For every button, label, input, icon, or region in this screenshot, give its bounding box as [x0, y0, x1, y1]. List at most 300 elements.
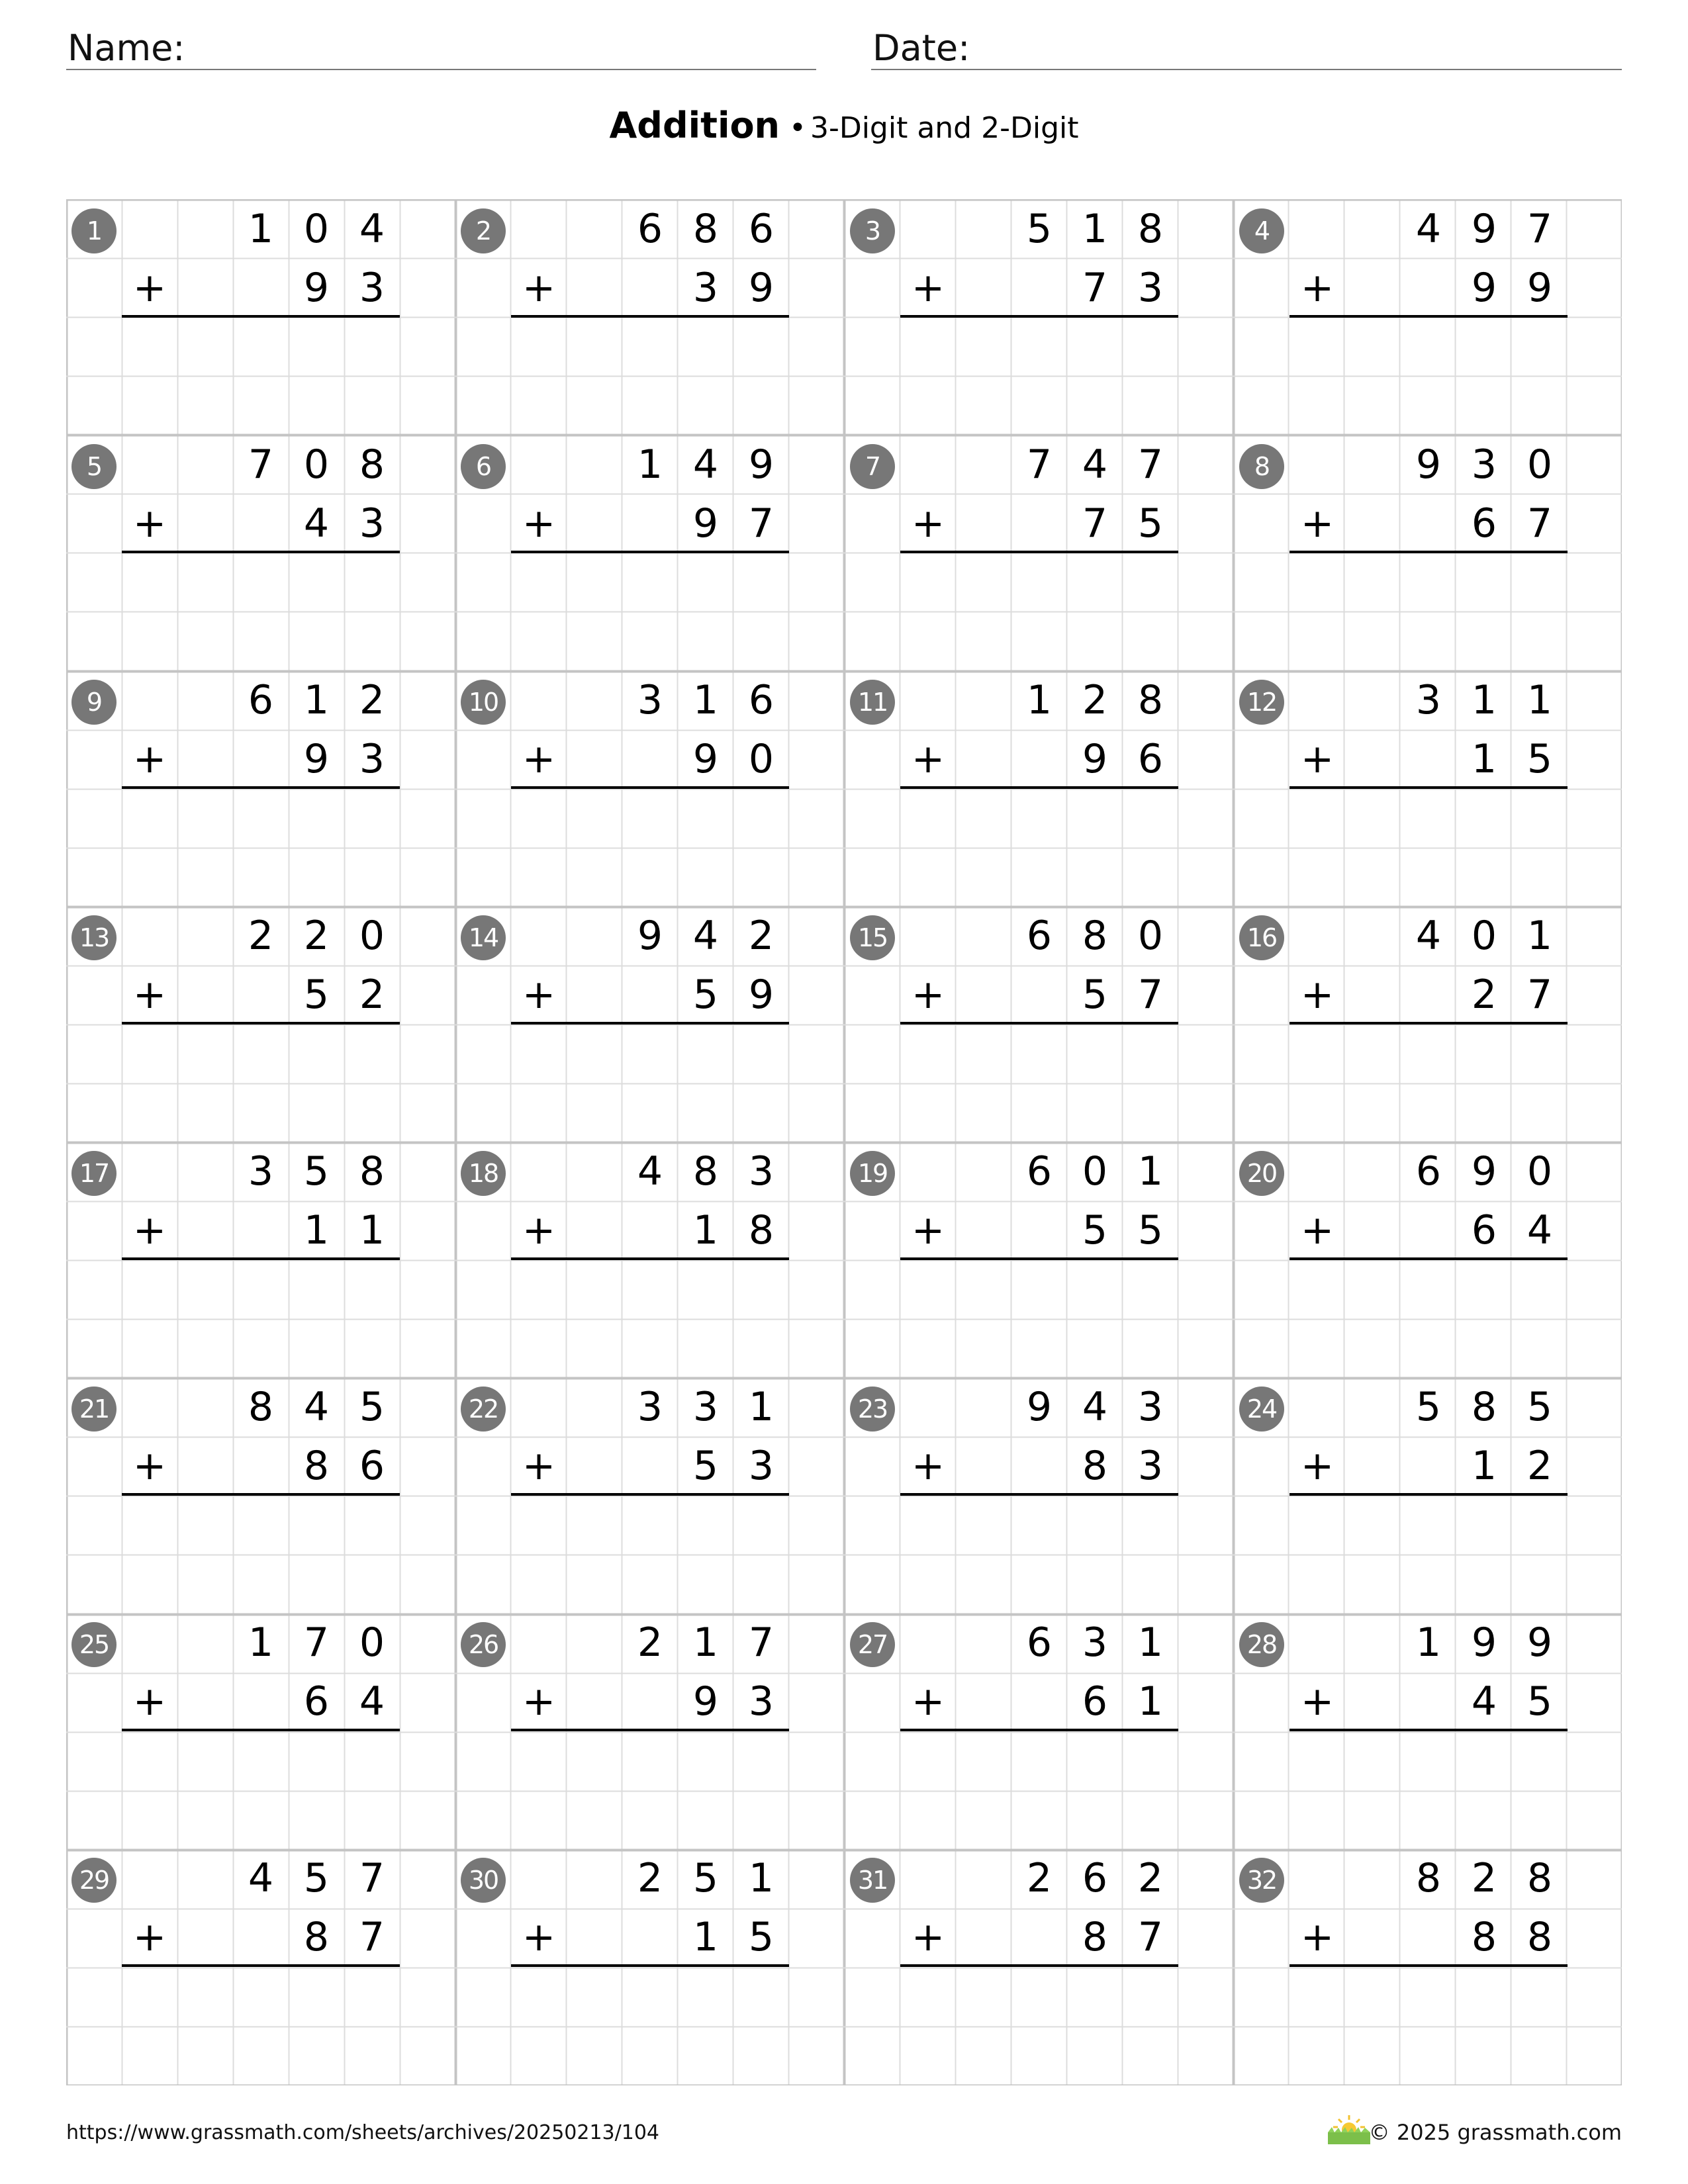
answer-line — [511, 1493, 789, 1496]
top-digit: 2 — [1471, 1854, 1497, 1901]
top-digit: 1 — [637, 441, 663, 488]
problem-number-badge: 32 — [1239, 1858, 1284, 1903]
top-digit: 6 — [1026, 1148, 1053, 1195]
bottom-digit: 5 — [1137, 500, 1164, 547]
bottom-digit: 1 — [359, 1206, 385, 1253]
top-digit: 3 — [637, 1383, 663, 1430]
top-digit: 5 — [1526, 1383, 1553, 1430]
answer-line — [900, 1257, 1178, 1260]
problem-22 — [455, 1377, 845, 1613]
bottom-digit: 9 — [303, 735, 330, 782]
plus-sign: + — [132, 264, 167, 311]
problem-11 — [845, 670, 1234, 906]
answer-line — [511, 1257, 789, 1260]
top-digit: 3 — [692, 1383, 719, 1430]
top-digit: 1 — [1471, 676, 1497, 723]
top-digit: 7 — [303, 1619, 330, 1666]
footer-copyright: © 2025 grassmath.com — [1368, 2120, 1622, 2145]
plus-sign: + — [1300, 1913, 1335, 1960]
bottom-digit: 4 — [359, 1678, 385, 1725]
top-digit: 6 — [248, 676, 274, 723]
top-digit: 0 — [1082, 1148, 1108, 1195]
top-digit: 5 — [1026, 205, 1053, 252]
bottom-digit: 6 — [1137, 735, 1164, 782]
bottom-digit: 7 — [1082, 264, 1108, 311]
problem-6 — [455, 435, 845, 670]
bottom-digit: 3 — [692, 264, 719, 311]
bottom-digit: 2 — [1471, 971, 1497, 1018]
answer-line — [900, 551, 1178, 553]
answer-line — [122, 1964, 400, 1967]
answer-line — [1289, 786, 1568, 789]
top-digit: 5 — [1415, 1383, 1442, 1430]
top-digit: 0 — [1526, 441, 1553, 488]
bottom-digit: 7 — [1082, 500, 1108, 547]
bottom-digit: 2 — [1526, 1442, 1553, 1489]
top-digit: 2 — [637, 1619, 663, 1666]
bottom-digit: 1 — [692, 1206, 719, 1253]
top-digit: 8 — [1415, 1854, 1442, 1901]
plus-sign: + — [1300, 1678, 1335, 1725]
bottom-digit: 7 — [359, 1913, 385, 1960]
worksheet-title — [0, 105, 1688, 146]
problem-number-badge: 15 — [850, 915, 895, 960]
top-digit: 4 — [248, 1854, 274, 1901]
top-digit: 6 — [1415, 1148, 1442, 1195]
top-digit: 3 — [1471, 441, 1497, 488]
bottom-digit: 6 — [1082, 1678, 1108, 1725]
bottom-digit: 6 — [303, 1678, 330, 1725]
bottom-digit: 7 — [1526, 971, 1553, 1018]
name-label: Name: — [68, 27, 185, 69]
answer-line — [122, 1022, 400, 1024]
answer-line — [122, 1729, 400, 1731]
answer-line — [1289, 1257, 1568, 1260]
top-digit: 9 — [1026, 1383, 1053, 1430]
top-digit: 2 — [637, 1854, 663, 1901]
bottom-digit: 6 — [1471, 500, 1497, 547]
problem-29 — [66, 1848, 455, 2084]
problem-number-badge: 4 — [1239, 208, 1284, 253]
problem-number-badge: 19 — [850, 1151, 895, 1196]
top-digit: 1 — [248, 1619, 274, 1666]
answer-line — [1289, 1022, 1568, 1024]
bottom-digit: 5 — [1526, 735, 1553, 782]
problem-number-badge: 12 — [1239, 680, 1284, 725]
problem-28 — [1234, 1613, 1623, 1848]
top-digit: 3 — [1082, 1619, 1108, 1666]
problem-number-badge: 22 — [461, 1387, 506, 1432]
plus-sign: + — [132, 1206, 167, 1253]
top-digit: 7 — [748, 1619, 774, 1666]
top-digit: 1 — [1415, 1619, 1442, 1666]
bottom-digit: 7 — [1526, 500, 1553, 547]
problem-3 — [845, 199, 1234, 435]
top-digit: 0 — [359, 1619, 385, 1666]
plus-sign: + — [522, 735, 556, 782]
top-digit: 8 — [692, 1148, 719, 1195]
bottom-digit: 8 — [1082, 1913, 1108, 1960]
bottom-digit: 1 — [303, 1206, 330, 1253]
bottom-digit: 9 — [692, 500, 719, 547]
plus-sign: + — [132, 735, 167, 782]
problem-13 — [66, 906, 455, 1142]
problem-number-badge: 14 — [461, 915, 506, 960]
problem-number-badge: 23 — [850, 1387, 895, 1432]
plus-sign: + — [911, 1913, 945, 1960]
bottom-digit: 5 — [1526, 1678, 1553, 1725]
top-digit: 4 — [1415, 205, 1442, 252]
problem-23 — [845, 1377, 1234, 1613]
top-digit: 7 — [359, 1854, 385, 1901]
top-digit: 2 — [359, 676, 385, 723]
top-digit: 2 — [248, 912, 274, 959]
problem-number-badge: 20 — [1239, 1151, 1284, 1196]
top-digit: 2 — [1026, 1854, 1053, 1901]
answer-line — [900, 1964, 1178, 1967]
bottom-digit: 9 — [748, 264, 774, 311]
answer-line — [122, 1493, 400, 1496]
problem-31 — [845, 1848, 1234, 2084]
problem-number-badge: 27 — [850, 1622, 895, 1667]
top-digit: 3 — [1137, 1383, 1164, 1430]
top-digit: 6 — [1082, 1854, 1108, 1901]
problem-number-badge: 21 — [71, 1387, 117, 1432]
bottom-digit: 9 — [1471, 264, 1497, 311]
top-digit: 0 — [1137, 912, 1164, 959]
top-digit: 9 — [637, 912, 663, 959]
problem-number-badge: 10 — [461, 680, 506, 725]
problem-12 — [1234, 670, 1623, 906]
title-main: Addition — [609, 105, 780, 146]
answer-line — [511, 551, 789, 553]
top-digit: 8 — [1526, 1854, 1553, 1901]
top-digit: 4 — [1415, 912, 1442, 959]
top-digit: 6 — [748, 205, 774, 252]
bottom-digit: 4 — [1471, 1678, 1497, 1725]
problem-number-badge: 17 — [71, 1151, 117, 1196]
bottom-digit: 1 — [1471, 1442, 1497, 1489]
top-digit: 9 — [1471, 1619, 1497, 1666]
bottom-digit: 4 — [303, 500, 330, 547]
problem-number-badge: 9 — [71, 680, 117, 725]
bottom-digit: 9 — [303, 264, 330, 311]
title-subtitle: 3-Digit and 2-Digit — [810, 111, 1079, 145]
bottom-digit: 5 — [748, 1913, 774, 1960]
bottom-digit: 5 — [1082, 971, 1108, 1018]
title-separator: • — [789, 111, 806, 145]
name-field[interactable] — [66, 25, 816, 70]
top-digit: 1 — [692, 676, 719, 723]
problem-number-badge: 11 — [850, 680, 895, 725]
date-field[interactable] — [871, 25, 1622, 70]
problem-number-badge: 13 — [71, 915, 117, 960]
bottom-digit: 9 — [692, 1678, 719, 1725]
problem-number-badge: 8 — [1239, 444, 1284, 489]
answer-line — [122, 551, 400, 553]
problem-2 — [455, 199, 845, 435]
top-digit: 7 — [248, 441, 274, 488]
answer-line — [1289, 1729, 1568, 1731]
bottom-digit: 9 — [1526, 264, 1553, 311]
problem-10 — [455, 670, 845, 906]
problem-4 — [1234, 199, 1623, 435]
top-digit: 1 — [248, 205, 274, 252]
top-digit: 8 — [692, 205, 719, 252]
top-digit: 5 — [303, 1148, 330, 1195]
top-digit: 8 — [359, 1148, 385, 1195]
top-digit: 1 — [748, 1854, 774, 1901]
answer-line — [511, 786, 789, 789]
plus-sign: + — [1300, 971, 1335, 1018]
top-digit: 0 — [1471, 912, 1497, 959]
date-label: Date: — [872, 27, 970, 69]
bottom-digit: 6 — [359, 1442, 385, 1489]
problem-1 — [66, 199, 455, 435]
problem-number-badge: 2 — [461, 208, 506, 253]
answer-line — [122, 1257, 400, 1260]
top-digit: 4 — [1082, 441, 1108, 488]
bottom-digit: 3 — [748, 1442, 774, 1489]
plus-sign: + — [911, 971, 945, 1018]
top-digit: 1 — [1137, 1619, 1164, 1666]
bottom-digit: 1 — [1137, 1678, 1164, 1725]
problem-number-badge: 24 — [1239, 1387, 1284, 1432]
bottom-digit: 5 — [303, 971, 330, 1018]
top-digit: 9 — [748, 441, 774, 488]
top-digit: 4 — [692, 912, 719, 959]
top-digit: 2 — [748, 912, 774, 959]
top-digit: 8 — [359, 441, 385, 488]
problem-32 — [1234, 1848, 1623, 2084]
bottom-digit: 3 — [359, 735, 385, 782]
top-digit: 2 — [1137, 1854, 1164, 1901]
plus-sign: + — [1300, 1442, 1335, 1489]
problem-number-badge: 16 — [1239, 915, 1284, 960]
top-digit: 6 — [1026, 912, 1053, 959]
top-digit: 7 — [1526, 205, 1553, 252]
problem-8 — [1234, 435, 1623, 670]
top-digit: 6 — [1026, 1619, 1053, 1666]
problem-24 — [1234, 1377, 1623, 1613]
bottom-digit: 8 — [303, 1913, 330, 1960]
plus-sign: + — [522, 500, 556, 547]
top-digit: 3 — [248, 1148, 274, 1195]
problem-9 — [66, 670, 455, 906]
problem-grid — [66, 199, 1622, 2085]
answer-line — [1289, 1493, 1568, 1496]
bottom-digit: 5 — [692, 1442, 719, 1489]
bottom-digit: 7 — [1137, 971, 1164, 1018]
top-digit: 0 — [303, 441, 330, 488]
plus-sign: + — [132, 500, 167, 547]
problem-14 — [455, 906, 845, 1142]
plus-sign: + — [1300, 264, 1335, 311]
answer-line — [122, 786, 400, 789]
top-digit: 7 — [1137, 441, 1164, 488]
bottom-digit: 1 — [692, 1913, 719, 1960]
bottom-digit: 3 — [748, 1678, 774, 1725]
problem-21 — [66, 1377, 455, 1613]
plus-sign: + — [132, 1678, 167, 1725]
top-digit: 9 — [1471, 205, 1497, 252]
answer-line — [1289, 551, 1568, 553]
top-digit: 4 — [1082, 1383, 1108, 1430]
bottom-digit: 4 — [1526, 1206, 1553, 1253]
top-digit: 8 — [1471, 1383, 1497, 1430]
plus-sign: + — [911, 500, 945, 547]
bottom-digit: 8 — [748, 1206, 774, 1253]
problem-18 — [455, 1142, 845, 1377]
top-digit: 1 — [1526, 676, 1553, 723]
bottom-digit: 9 — [692, 735, 719, 782]
top-digit: 5 — [359, 1383, 385, 1430]
plus-sign: + — [911, 1206, 945, 1253]
bottom-digit: 3 — [359, 500, 385, 547]
top-digit: 8 — [1082, 912, 1108, 959]
bottom-digit: 5 — [1137, 1206, 1164, 1253]
top-digit: 7 — [1026, 441, 1053, 488]
top-digit: 9 — [1526, 1619, 1553, 1666]
problem-number-badge: 6 — [461, 444, 506, 489]
answer-line — [900, 1729, 1178, 1731]
top-digit: 9 — [1415, 441, 1442, 488]
top-digit: 0 — [303, 205, 330, 252]
problem-7 — [845, 435, 1234, 670]
bottom-digit: 3 — [1137, 264, 1164, 311]
answer-line — [900, 1022, 1178, 1024]
top-digit: 1 — [1026, 676, 1053, 723]
top-digit: 8 — [1137, 205, 1164, 252]
top-digit: 4 — [359, 205, 385, 252]
top-digit: 8 — [248, 1383, 274, 1430]
answer-line — [900, 786, 1178, 789]
plus-sign: + — [522, 264, 556, 311]
top-digit: 1 — [1082, 205, 1108, 252]
top-digit: 1 — [748, 1383, 774, 1430]
top-digit: 1 — [1526, 912, 1553, 959]
answer-line — [511, 1964, 789, 1967]
top-digit: 2 — [303, 912, 330, 959]
problem-20 — [1234, 1142, 1623, 1377]
top-digit: 4 — [637, 1148, 663, 1195]
footer-url: https://www.grassmath.com/sheets/archives/20250213/104 — [66, 2121, 660, 2144]
plus-sign: + — [522, 1206, 556, 1253]
problem-19 — [845, 1142, 1234, 1377]
plus-sign: + — [522, 1678, 556, 1725]
plus-sign: + — [132, 1913, 167, 1960]
top-digit: 3 — [748, 1148, 774, 1195]
problem-17 — [66, 1142, 455, 1377]
plus-sign: + — [522, 1913, 556, 1960]
bottom-digit: 8 — [1471, 1913, 1497, 1960]
plus-sign: + — [522, 1442, 556, 1489]
problem-30 — [455, 1848, 845, 2084]
answer-line — [511, 1022, 789, 1024]
top-digit: 0 — [1526, 1148, 1553, 1195]
problem-number-badge: 30 — [461, 1858, 506, 1903]
plus-sign: + — [911, 264, 945, 311]
plus-sign: + — [911, 735, 945, 782]
bottom-digit: 3 — [359, 264, 385, 311]
plus-sign: + — [1300, 500, 1335, 547]
bottom-digit: 9 — [748, 971, 774, 1018]
plus-sign: + — [132, 971, 167, 1018]
top-digit: 4 — [303, 1383, 330, 1430]
bottom-digit: 7 — [1137, 1913, 1164, 1960]
answer-line — [900, 315, 1178, 318]
bottom-digit: 5 — [1082, 1206, 1108, 1253]
answer-line — [122, 315, 400, 318]
answer-line — [511, 315, 789, 318]
top-digit: 2 — [1082, 676, 1108, 723]
top-digit: 8 — [1137, 676, 1164, 723]
top-digit: 1 — [1137, 1148, 1164, 1195]
top-digit: 1 — [303, 676, 330, 723]
problem-number-badge: 18 — [461, 1151, 506, 1196]
problem-number-badge: 29 — [71, 1858, 117, 1903]
top-digit: 4 — [692, 441, 719, 488]
problem-number-badge: 7 — [850, 444, 895, 489]
sun-over-grass-icon — [1325, 2114, 1373, 2146]
bottom-digit: 0 — [748, 735, 774, 782]
problem-15 — [845, 906, 1234, 1142]
top-digit: 6 — [637, 205, 663, 252]
top-digit: 1 — [692, 1619, 719, 1666]
bottom-digit: 6 — [1471, 1206, 1497, 1253]
top-digit: 9 — [1471, 1148, 1497, 1195]
problem-number-badge: 31 — [850, 1858, 895, 1903]
plus-sign: + — [1300, 1206, 1335, 1253]
top-digit: 3 — [1415, 676, 1442, 723]
plus-sign: + — [1300, 735, 1335, 782]
bottom-digit: 9 — [1082, 735, 1108, 782]
problem-number-badge: 5 — [71, 444, 117, 489]
plus-sign: + — [911, 1678, 945, 1725]
plus-sign: + — [132, 1442, 167, 1489]
problem-number-badge: 28 — [1239, 1622, 1284, 1667]
bottom-digit: 3 — [1137, 1442, 1164, 1489]
problem-number-badge: 1 — [71, 208, 117, 253]
problem-number-badge: 26 — [461, 1622, 506, 1667]
plus-sign: + — [522, 971, 556, 1018]
problem-27 — [845, 1613, 1234, 1848]
problem-16 — [1234, 906, 1623, 1142]
bottom-digit: 5 — [692, 971, 719, 1018]
top-digit: 5 — [303, 1854, 330, 1901]
answer-line — [511, 1729, 789, 1731]
bottom-digit: 8 — [1082, 1442, 1108, 1489]
bottom-digit: 2 — [359, 971, 385, 1018]
bottom-digit: 1 — [1471, 735, 1497, 782]
bottom-digit: 8 — [1526, 1913, 1553, 1960]
answer-line — [1289, 1964, 1568, 1967]
top-digit: 3 — [637, 676, 663, 723]
bottom-digit: 7 — [748, 500, 774, 547]
problem-5 — [66, 435, 455, 670]
problem-number-badge: 25 — [71, 1622, 117, 1667]
problem-26 — [455, 1613, 845, 1848]
top-digit: 0 — [359, 912, 385, 959]
top-digit: 5 — [692, 1854, 719, 1901]
problem-number-badge: 3 — [850, 208, 895, 253]
answer-line — [900, 1493, 1178, 1496]
problem-25 — [66, 1613, 455, 1848]
answer-line — [1289, 315, 1568, 318]
top-digit: 6 — [748, 676, 774, 723]
bottom-digit: 8 — [303, 1442, 330, 1489]
plus-sign: + — [911, 1442, 945, 1489]
